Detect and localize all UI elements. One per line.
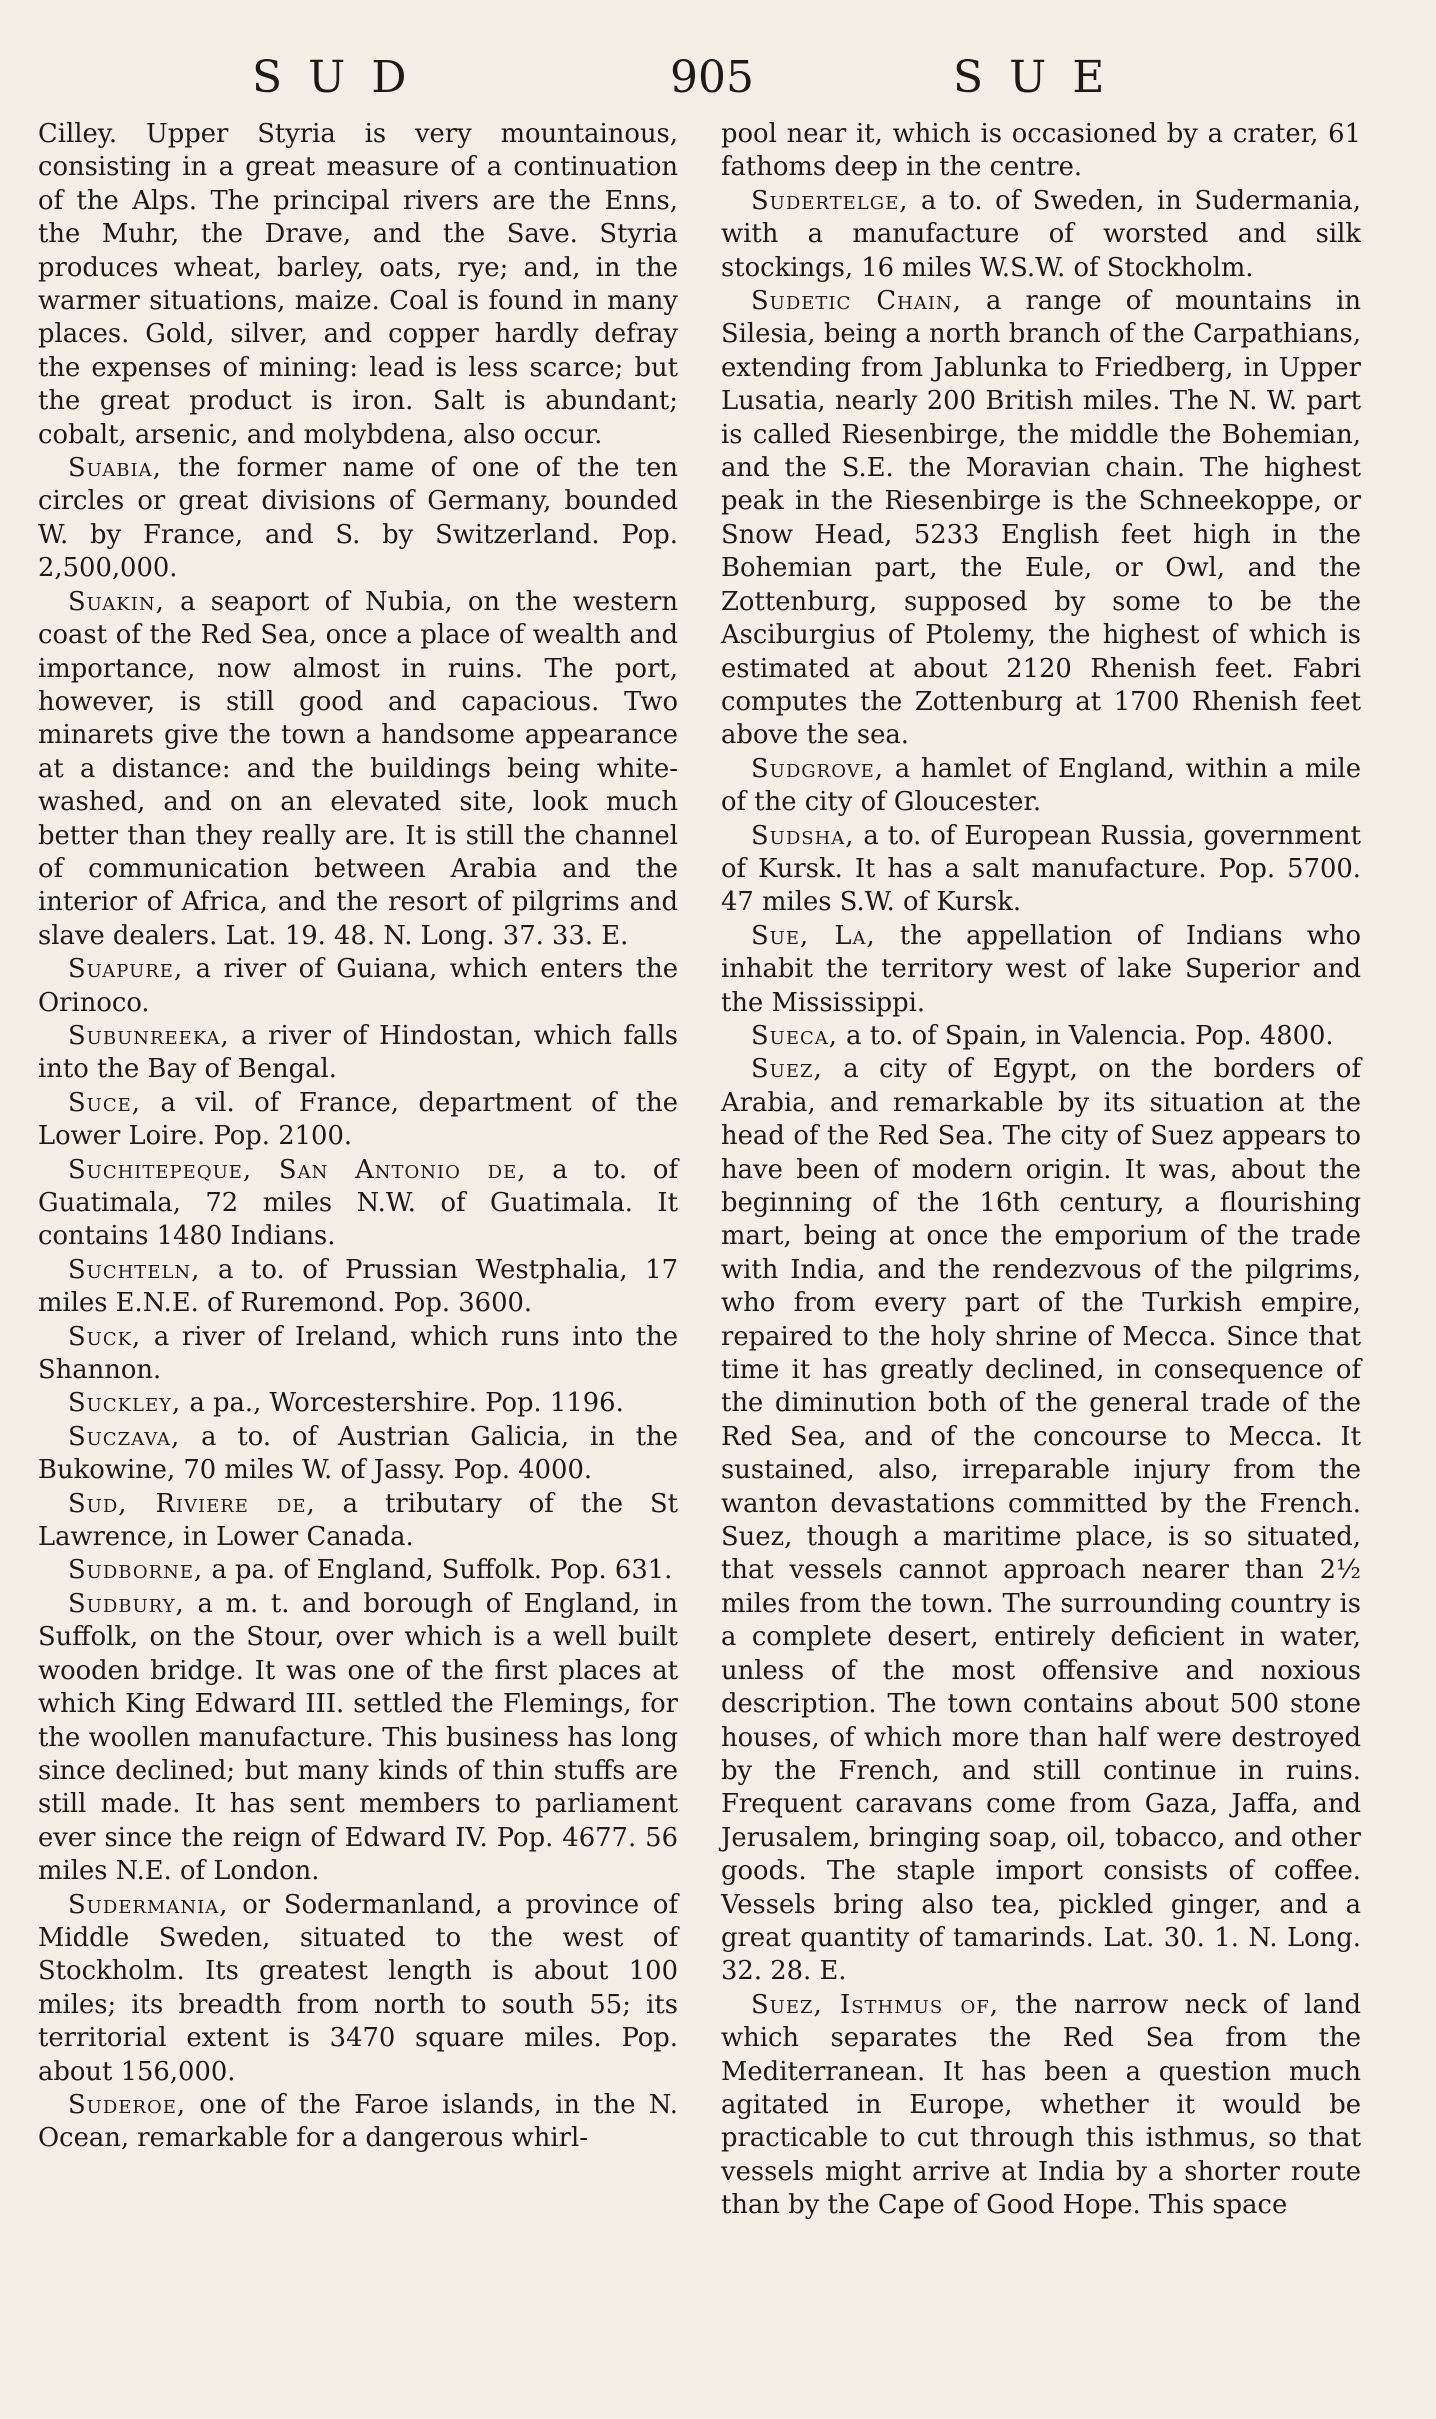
gazetteer-entry <box>38 1254 678 1321</box>
gazetteer-entry <box>38 1488 678 1555</box>
entry-headword: Sudgrove, <box>751 753 884 784</box>
gazetteer-entry <box>38 2089 678 2156</box>
entry-headword: Sudetic Chain, <box>751 286 962 317</box>
gazetteer-entry <box>38 1889 678 2089</box>
entry-headword: Sue, La, <box>751 920 876 951</box>
entry-text: a hamlet of England, within a mile of the city of Gloucester. <box>721 753 1361 818</box>
entry-headword: Suez, Isthmus of, <box>751 1989 999 2020</box>
entry-text: pool near it, which is occasioned by a crater, 61 fathoms deep in the centre. <box>721 119 1361 183</box>
left-column <box>38 118 678 2156</box>
entry-text: a vil. of France, department of the Lower Loire. Pop. 2100. <box>38 1087 678 1152</box>
gazetteer-entry <box>721 118 1361 185</box>
entry-text: a pa. of England, Suffolk. Pop. 631. <box>203 1555 673 1586</box>
gazetteer-entry <box>721 1989 1361 2223</box>
gazetteer-entry <box>38 1554 678 1587</box>
entry-text: a to. of Spain, in Valencia. Pop. 4800. <box>837 1020 1334 1051</box>
entry-text: a m. t. and borough of England, in Suffolk, on the Stour, over which is a well built wooden bridge. It was one of the first places at which King Edward III. settled the Flemings, for the woollen manufacture. This business has long since declined; but many kinds of thin stuffs are still made. It has sent members to parliament ever since the reign of Edward IV. Pop. 4677. 56 miles N.E. of London. <box>38 1588 678 1887</box>
entry-text: a river of Hindostan, which falls into the Bay of Bengal. <box>38 1020 678 1085</box>
entry-text: the appellation of Indians who inhabit the territory west of lake Superior and the Mississippi. <box>721 920 1362 1018</box>
entry-headword: Sueca, <box>751 1020 838 1051</box>
gazetteer-entry <box>38 1387 678 1420</box>
entry-text: Cilley. Upper Styria is very mountainous, consisting in a great measure of a continuation of the Alps. The principal rivers are the Enns, the Muhr, the Drave, and the Save. Styria produces wheat, barley, oats, rye; and, in the warmer situations, maize. Coal is found in many places. Gold, silver, and copper hardly defray the expenses of mining: lead is less scarce; but the great product is iron. Salt is abundant; cobalt, arsenic, and molybdena, also occur. <box>38 119 678 450</box>
entry-text: a river of Guiana, which enters the Orinoco. <box>38 954 678 1018</box>
gazetteer-entry <box>721 1053 1361 1988</box>
entry-text: a pa., Worcestershire. Pop. 1196. <box>181 1388 624 1419</box>
entry-headword: Suczava, <box>68 1421 181 1452</box>
entry-text: a city of Egypt, on the borders of Arabia, and remarkable by its situation at the head of the Red Sea. The city of Suez appears to have been of modern origin. It was, about the beginning of the 16th century, a flourishing mart, being at once the emporium of the trade with India, and the rendezvous of the pilgrims, who from every part of the Turkish empire, repaired to the holy shrine of Mecca. Since that time it has greatly declined, in consequence of the diminution both of the general trade of the Red Sea, and of the concourse to Mecca. It sustained, also, irreparable injury from the wanton devastations committed by the French. Suez, though a maritime place, is so situated, that vessels cannot approach nearer than 2½ miles from the town. The surrounding country is a complete desert, entirely deficient in water, unless of the most offensive and noxious description. The town contains about 500 stone houses, of which more than half were destroyed by the French, and still continue in ruins. Frequent caravans come from Gaza, Jaffa, and Jerusalem, bringing soap, oil, tobacco, and other goods. The staple import consists of coffee. Vessels bring also tea, pickled ginger, and a great quantity of tamarinds. Lat. 30. 1. N. Long. 32. 28. E. <box>721 1054 1361 1987</box>
entry-text: a to. of European Russia, government of Kursk. It has a salt manufacture. Pop. 5700. 47 miles S.W. of Kursk. <box>721 820 1361 918</box>
entry-headword: Suckley, <box>68 1388 182 1419</box>
entry-text: a to. of Guatimala, 72 miles N.W. of Guatimala. It contains 1480 Indians. <box>38 1154 678 1252</box>
entry-text: a river of Ireland, which runs into the Shannon. <box>38 1321 678 1386</box>
gazetteer-entry <box>38 118 678 452</box>
gazetteer-entry <box>721 753 1361 820</box>
entry-headword: Suchteln, <box>68 1254 201 1285</box>
entry-headword: Suce, <box>68 1087 141 1118</box>
entry-headword: Suderoe, <box>68 2089 187 2120</box>
gazetteer-entry <box>38 1588 678 1889</box>
entry-headword: Subunreeka, <box>68 1020 230 1051</box>
entry-text: a to. of Sweden, in Sudermania, with a manufacture of worsted and silk stockings, 16 miles W.S.W. of Stockholm. <box>721 185 1361 283</box>
entry-headword: Suapure, <box>68 954 184 985</box>
entry-headword: Sudborne, <box>68 1555 204 1586</box>
header-right-guideword: SUE <box>953 52 1131 103</box>
entry-headword: Sudermania, <box>68 1889 229 1920</box>
entry-headword: Suabia, <box>68 453 162 484</box>
entry-headword: Sudbury, <box>68 1588 185 1619</box>
entry-headword: Suakin, <box>68 586 165 617</box>
gazetteer-entry <box>721 920 1361 1020</box>
header-left-guideword: SUD <box>252 52 433 103</box>
gazetteer-entry <box>38 1421 678 1488</box>
entry-headword: Suchitepeque, San Antonio de, <box>68 1154 527 1185</box>
entry-text: a range of mountains in Silesia, being a north branch of the Carpathians, extending from Jablunka to Friedberg, in Upper Lusatia, nearly 200 British miles. The N. W. part is called Riesenbirge, the middle the Bohemian, and the S.E. the Moravian chain. The highest peak in the Riesenbirge is the Schneekoppe, or Snow Head, 5233 English feet high in the Bohemian part, the Eule, or Owl, and the Zottenburg, supposed by some to be the Asciburgius of Ptolemy, the highest of which is estimated at about 2120 Rhenish feet. Fabri computes the Zottenburg at 1700 Rhenish feet above the sea. <box>721 286 1361 751</box>
gazetteer-entry <box>38 452 678 586</box>
entry-text: a to. of Austrian Galicia, in the Bukowine, 70 miles W. of Jassy. Pop. 4000. <box>38 1421 678 1486</box>
gazetteer-entry <box>721 285 1361 753</box>
gazetteer-entry <box>721 185 1361 285</box>
page-number: 905 <box>670 52 754 103</box>
gazetteer-entry <box>38 1087 678 1154</box>
entry-headword: Sud, Riviere de, <box>68 1488 316 1519</box>
entry-text: the former name of one of the ten circles or great divisions of Germany, bounded W. by France, and S. by Switzerland. Pop. 2,500,000. <box>38 453 678 584</box>
entry-text: one of the Faroe islands, in the N. Ocean, remarkable for a dangerous whirl- <box>38 2089 678 2154</box>
entry-headword: Suck, <box>68 1321 142 1352</box>
entry-text: a tributary of the St Lawrence, in Lower Canada. <box>38 1488 678 1553</box>
entry-text: the narrow neck of land which separates the Red Sea from the Mediterranean. It has been a question much agitated in Europe, whether it would be practicable to cut through this isthmus, so that vessels might arrive at India by a shorter route than by the Cape of Good Hope. This space <box>721 1989 1361 2221</box>
entry-headword: Sudertelge, <box>751 185 909 216</box>
entry-text: a seaport of Nubia, on the western coast of the Red Sea, once a place of wealth and importance, now almost in ruins. The port, however, is still good and capacious. Two minarets give the town a handsome appearance at a distance: and the buildings being white-washed, and on an elevated site, look much better than they really are. It is still the channel of communication between Arabia and the interior of Africa, and the resort of pilgrims and slave dealers. Lat. 19. 48. N. Long. 37. 33. E. <box>38 586 678 951</box>
entry-headword: Suez, <box>751 1054 823 1085</box>
gazetteer-entry <box>721 1020 1361 1053</box>
right-column <box>721 118 1361 2223</box>
gazetteer-entry <box>38 953 678 1020</box>
entry-headword: Sudsha, <box>751 820 855 851</box>
gazetteer-entry <box>38 586 678 953</box>
gazetteer-entry <box>38 1321 678 1388</box>
gazetteer-entry <box>38 1154 678 1254</box>
entry-text: or Sodermanland, a province of Middle Sweden, situated to the west of Stockholm. Its greatest length is about 100 miles; its breadth from north to south 55; its territorial extent is 3470 square miles. Pop. about 156,000. <box>38 1889 678 2087</box>
gazetteer-entry <box>721 820 1361 920</box>
gazetteer-entry <box>38 1020 678 1087</box>
entry-text: a to. of Prussian Westphalia, 17 miles E.N.E. of Ruremond. Pop. 3600. <box>38 1254 678 1319</box>
